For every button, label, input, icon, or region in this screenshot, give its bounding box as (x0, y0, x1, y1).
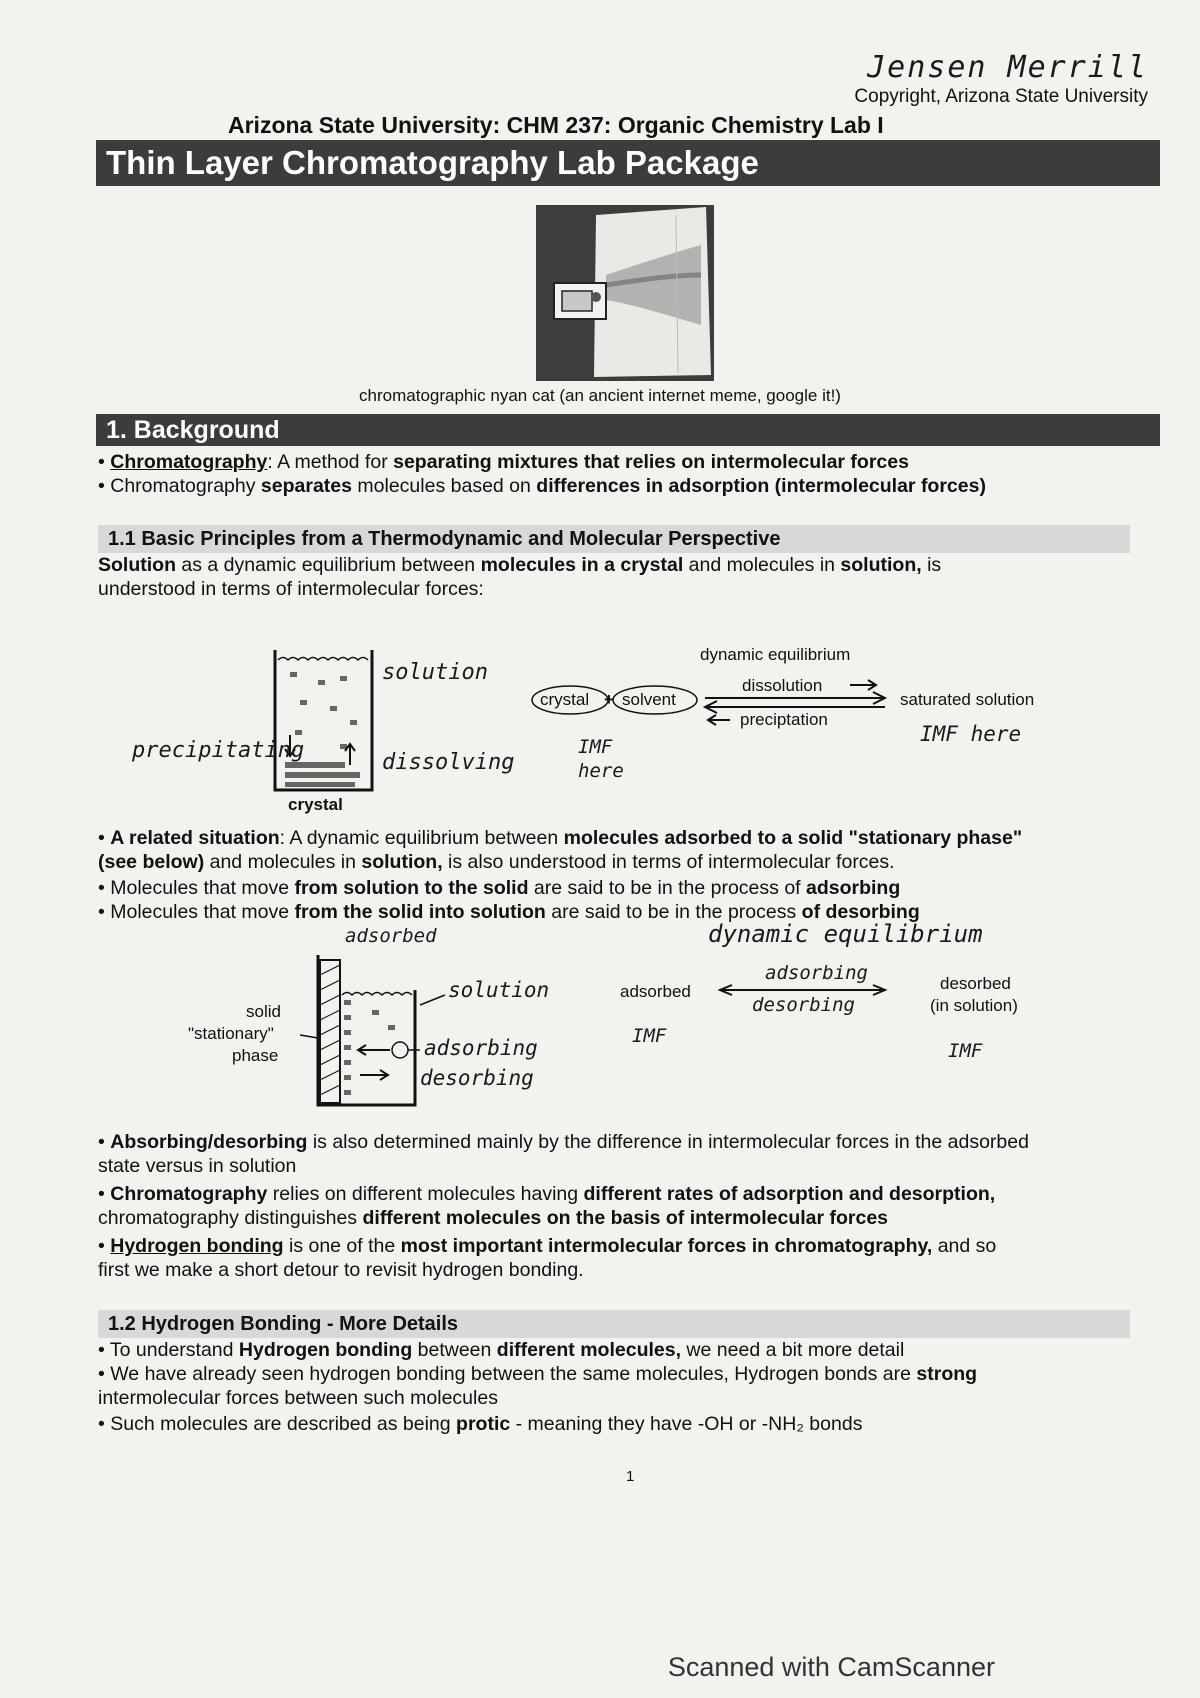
eq-crystal: crystal (540, 690, 590, 709)
label-phase: phase (232, 1046, 279, 1065)
label-imf-adsorbed: IMF (632, 1025, 667, 1047)
bullet-hbond-same-molecules: • We have already seen hydrogen bonding between the same molecules, Hydrogen bonds are strong intermolecular forces between such molecules (98, 1363, 978, 1409)
author-signature: Jensen Merrill (867, 50, 1148, 85)
bullet-chromatography-separates: • Chromatography separates molecules based on differences in adsorption (intermolecular forces) (98, 475, 986, 497)
label-imf-desorbed: IMF (948, 1040, 983, 1062)
label-desorbed: desorbed (940, 974, 1011, 993)
label-imf-here-left: IMF here (578, 736, 624, 782)
bullet-protic: • Such molecules are described as being protic - meaning they have -OH or -NH₂ bonds (98, 1413, 863, 1435)
label-stationary: "stationary" (188, 1024, 274, 1043)
label-dissolution: dissolution (742, 676, 823, 695)
bullet-adsorbing: • Molecules that move from solution to the solid are said to be in the process of adsorbing (98, 877, 901, 899)
solution-paragraph: Solution as a dynamic equilibrium between molecules in a crystal and molecules in solution, is understood in terms of intermolecular forces: (98, 554, 942, 600)
label-dynamic-equilibrium-handwritten: dynamic equilibrium (708, 920, 983, 948)
bullet-hbond-different-molecules: • To understand Hydrogen bonding between different molecules, we need a bit more detail (98, 1339, 905, 1361)
label-adsorbing-handwritten: adsorbing (424, 1036, 538, 1060)
eq-solvent: solvent (622, 690, 676, 709)
course-title: Arizona State University: CHM 237: Organic Chemistry Lab I (228, 112, 884, 138)
label-in-solution: (in solution) (930, 996, 1018, 1015)
bullet-chromatography-definition: • Chromatography: A method for separating mixtures that relies on intermolecular forces (98, 451, 909, 473)
label-crystal: crystal (288, 795, 343, 814)
bullet-related-situation: • A related situation: A dynamic equilibrium between molecules adsorbed to a solid "stationary phase" (see below) and molecules in solution, is also understood in terms of intermolecular forces. (98, 827, 1023, 873)
bullet-desorbing: • Molecules that move from the solid into solution are said to be in the process of desorbing (98, 901, 920, 923)
label-precipitating-handwritten: precipitating (132, 738, 305, 763)
label-imf-here-right: IMF here (920, 722, 1022, 746)
bullet-hydrogen-bonding: • Hydrogen bonding is one of the most important intermolecular forces in chromatography, and so first we make a short detour to revisit hydrogen bonding. (98, 1235, 997, 1281)
page-number: 1 (626, 1468, 635, 1485)
document-title: Thin Layer Chromatography Lab Package (96, 140, 1160, 186)
copyright-notice: Copyright, Arizona State University (854, 86, 1148, 107)
bullet-absorbing-desorbing: • Absorbing/desorbing is also determined mainly by the difference in intermolecular forces in the adsorbed state versus in solution (98, 1131, 1029, 1177)
label-dynamic-equilibrium: dynamic equilibrium (700, 645, 851, 664)
label-adsorbed: adsorbed (620, 982, 691, 1001)
label-desorbing-handwritten: desorbing (420, 1066, 534, 1090)
label-saturated-solution: saturated solution (900, 690, 1035, 709)
label-dissolving-handwritten: dissolving (382, 750, 515, 775)
eq-plus: + (604, 690, 614, 709)
label-adsorbing-arrow: adsorbing (765, 962, 868, 984)
scanner-watermark: Scanned with CamScanner (667, 1652, 995, 1682)
section-heading-background: 1. Background (96, 414, 1160, 446)
label-solid: solid (246, 1002, 281, 1021)
subsection-heading-1-1: 1.1 Basic Principles from a Thermodynamic and Molecular Perspective (98, 525, 1130, 553)
figure-caption: chromatographic nyan cat (an ancient internet meme, google it!) (359, 386, 841, 405)
label-solution-handwritten-2: solution (448, 978, 550, 1002)
subsection-heading-1-2: 1.2 Hydrogen Bonding - More Details (98, 1310, 1130, 1338)
label-desorbing-arrow: desorbing (752, 994, 855, 1016)
label-solution-handwritten: solution (382, 660, 488, 685)
label-precipitation: preciptation (740, 710, 828, 729)
label-adsorbed-handwritten: adsorbed (345, 925, 437, 947)
bullet-chromatography-rates: • Chromatography relies on different molecules having different rates of adsorption and desorption, chromatography distinguishes different molecules on the basis of intermolecular forces (98, 1183, 996, 1229)
